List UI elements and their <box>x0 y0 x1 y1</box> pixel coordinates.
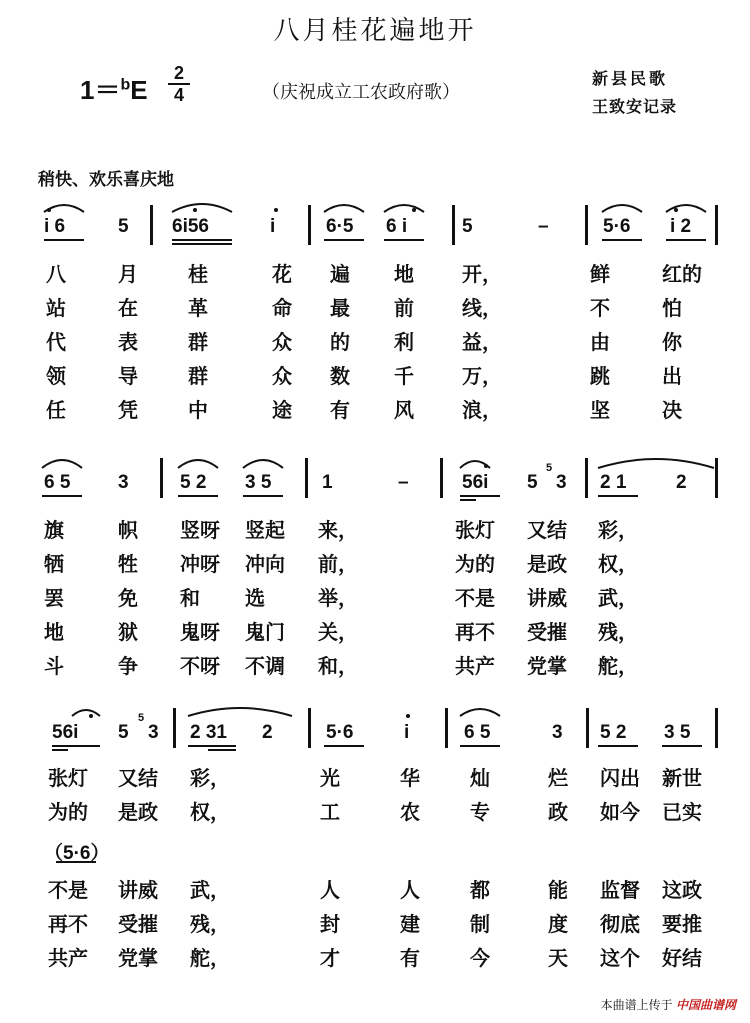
lyric-syllable: 在 <box>118 296 138 320</box>
lyric-syllable: 前 <box>394 296 414 320</box>
lyric-syllable: 来， <box>318 518 358 542</box>
lyric-syllable: 制 <box>470 912 490 936</box>
lyric-syllable: 举， <box>318 586 358 610</box>
lyric-syllable: 跳 <box>590 364 610 388</box>
lyric-syllable: 不调 <box>245 654 285 678</box>
lyric-syllable: 都 <box>470 878 490 902</box>
lyric-syllable: 最 <box>330 296 350 320</box>
lyric-syllable: 命 <box>272 296 292 320</box>
lyric-syllable: 关， <box>318 620 358 644</box>
lyric-syllable: 舵， <box>598 654 638 678</box>
lyric-syllable: 任 <box>46 398 66 422</box>
lyric-syllable: 桂 <box>188 262 208 286</box>
time-top: 2 <box>173 63 184 83</box>
tempo-marking: 稍快、欢乐喜庆地 <box>38 170 174 190</box>
note-group: 2 31 <box>190 722 227 743</box>
lyric-syllable: 狱 <box>118 620 138 644</box>
lyric-syllable: 度 <box>548 912 568 936</box>
lyric-syllable: 已实 <box>662 800 702 824</box>
lyric-syllable: 新世 <box>662 766 702 790</box>
lyric-syllable: 华 <box>400 766 420 790</box>
lyric-syllable: 数 <box>330 364 350 388</box>
note-group: 5·6 <box>603 216 631 237</box>
lyric-syllable: 革 <box>188 296 208 320</box>
lyric-syllable: 受摧 <box>527 620 567 644</box>
note-group: i 2 <box>670 216 692 237</box>
lyric-syllable: 八 <box>46 262 66 286</box>
lyric-syllable: 千 <box>394 364 414 388</box>
lyric-syllable: 众 <box>272 364 292 388</box>
lyric-syllable: 这政 <box>662 878 702 902</box>
lyric-syllable: 利 <box>394 330 414 354</box>
lyric-syllable: 监督 <box>600 878 640 902</box>
lyric-syllable: 导 <box>118 364 138 388</box>
lyric-syllable: 为的 <box>455 552 495 576</box>
lyric-syllable: 群 <box>188 330 208 354</box>
lyric-syllable: 领 <box>46 364 66 388</box>
note-group: 6i56 <box>172 216 209 237</box>
lyric-syllable: 农 <box>400 800 420 824</box>
lyric-syllable: 能 <box>548 878 568 902</box>
grace-note: 5 <box>546 462 553 474</box>
lyric-syllable: 灿 <box>470 766 490 790</box>
key-note: E <box>130 75 148 105</box>
lyric-syllable: 权， <box>190 800 230 824</box>
note-group: 6 5 <box>464 722 491 743</box>
grace-note: 5 <box>138 712 145 724</box>
lyric-syllable: 再不 <box>455 620 495 644</box>
lyric-syllable: 共产 <box>48 946 88 970</box>
lyric-syllable: 浪， <box>462 398 502 422</box>
subtitle: （庆祝成立工农政府歌） <box>262 82 460 103</box>
lyric-syllable: 凭 <box>118 398 138 422</box>
lyric-syllable: 有 <box>330 398 350 422</box>
lyric-syllable: 选 <box>245 586 265 610</box>
lyric-syllable: 彩， <box>598 518 638 542</box>
flat-sign: b <box>120 76 131 94</box>
lyric-syllable: 今 <box>470 946 490 970</box>
lyric-syllable: 党掌 <box>527 654 567 678</box>
note-group: i 6 <box>44 216 66 237</box>
lyric-syllable: 烂 <box>548 766 568 790</box>
attribution-transcriber: 王致安记录 <box>592 97 678 116</box>
lyric-syllable: 决 <box>662 398 682 422</box>
note-group: 5 <box>118 722 129 743</box>
note-group: 5 2 <box>600 722 627 743</box>
lyric-syllable: 又结 <box>118 766 158 790</box>
lyric-syllable: 花 <box>272 262 292 286</box>
lyric-syllable: 红的 <box>662 262 702 286</box>
lyric-syllable: 如今 <box>600 800 640 824</box>
lyric-syllable: 共产 <box>455 654 495 678</box>
note-group: 3 <box>118 472 129 493</box>
lyric-syllable: 途 <box>272 398 292 422</box>
note-group: 3 5 <box>245 472 272 493</box>
lyric-syllable: 有 <box>400 946 420 970</box>
lyric-syllable: 再不 <box>48 912 88 936</box>
lyric-syllable: 代 <box>46 330 66 354</box>
lyric-syllable: 鬼门 <box>245 620 285 644</box>
lyric-syllable: 受摧 <box>118 912 158 936</box>
lyric-syllable: 讲威 <box>527 586 567 610</box>
time-bottom: 4 <box>173 85 184 105</box>
lyric-syllable: 争 <box>118 654 138 678</box>
lyric-syllable: 人 <box>320 878 340 902</box>
note-group: 5 <box>462 216 473 237</box>
lyric-syllable: 天 <box>548 946 568 970</box>
lyric-syllable: 中 <box>188 398 208 422</box>
lyric-syllable: 又结 <box>527 518 567 542</box>
lyric-syllable: 这个 <box>600 946 640 970</box>
lyric-syllable: 人 <box>400 878 420 902</box>
song-title: 八月桂花遍地开 <box>273 16 477 46</box>
lyric-syllable: 旗 <box>44 518 64 542</box>
lyric-syllable: 群 <box>188 364 208 388</box>
lyric-syllable: 和， <box>318 654 358 678</box>
lyric-syllable: 牲 <box>118 552 138 576</box>
lyric-syllable: 权， <box>598 552 638 576</box>
lyric-syllable: 益， <box>462 330 502 354</box>
lyric-syllable: 工 <box>320 800 340 824</box>
lyric-syllable: 讲威 <box>118 878 158 902</box>
note-group: 6·5 <box>326 216 354 237</box>
lyric-syllable: 武， <box>190 878 230 902</box>
lyric-syllable: 不 <box>590 296 610 320</box>
attribution-origin: 新县民歌 <box>592 69 669 88</box>
lyric-syllable: 站 <box>46 296 66 320</box>
lyric-syllable: 好结 <box>662 946 702 970</box>
lyric-syllable: 彻底 <box>600 912 640 936</box>
lyric-syllable: 是政 <box>118 800 158 824</box>
lyric-syllable: 鲜 <box>590 262 610 286</box>
note-group: 3 <box>552 722 563 743</box>
lyric-syllable: 线， <box>462 296 502 320</box>
lyric-syllable: 表 <box>118 330 138 354</box>
lyric-syllable: 和 <box>180 586 200 610</box>
lyric-syllable: 罢 <box>44 586 64 610</box>
note-group: 2 1 <box>600 472 627 493</box>
lyric-syllable: 彩， <box>190 766 230 790</box>
alternate-notes: （5·6） <box>44 843 110 864</box>
lyric-syllable: 地 <box>394 262 414 286</box>
lyric-syllable: 闪出 <box>600 766 640 790</box>
note-group: 2 <box>262 722 273 743</box>
lyric-syllable: 冲呀 <box>180 552 220 576</box>
note-group: 3 <box>556 472 567 493</box>
lyric-syllable: 鬼呀 <box>180 620 220 644</box>
lyric-syllable: 政 <box>548 800 568 824</box>
footer-text: 本曲谱上传于 <box>600 998 673 1012</box>
lyric-syllable: 出 <box>662 364 682 388</box>
lyric-syllable: 冲向 <box>245 552 285 576</box>
lyric-syllable: 要推 <box>662 912 702 936</box>
note-group: 56i <box>52 722 79 743</box>
lyric-syllable: 不呀 <box>180 654 220 678</box>
lyric-syllable: 舵， <box>190 946 230 970</box>
lyric-syllable: 专 <box>470 800 490 824</box>
lyric-syllable: 党掌 <box>118 946 158 970</box>
lyric-syllable: 的 <box>330 330 350 354</box>
lyric-syllable: 你 <box>662 330 682 354</box>
lyric-syllable: 坚 <box>590 398 610 422</box>
lyric-syllable: 斗 <box>44 654 64 678</box>
key-prefix: 1＝ <box>80 75 121 105</box>
lyric-syllable: 由 <box>590 330 610 354</box>
lyric-syllable: 是政 <box>527 552 567 576</box>
note-group: 5 <box>118 216 129 237</box>
lyric-syllable: 建 <box>400 912 420 936</box>
lyric-syllable: 为的 <box>48 800 88 824</box>
lyric-syllable: 不是 <box>455 586 495 610</box>
lyric-syllable: 遍 <box>330 262 350 286</box>
note-group: 3 <box>148 722 159 743</box>
lyric-syllable: 地 <box>44 620 64 644</box>
note-group: i <box>404 722 410 743</box>
note-group: 5 2 <box>180 472 207 493</box>
lyric-syllable: 竖呀 <box>180 518 220 542</box>
note-group: i <box>270 216 276 237</box>
note-group: 6 5 <box>44 472 71 493</box>
lyric-syllable: 风 <box>394 398 414 422</box>
lyric-syllable: 武， <box>598 586 638 610</box>
lyric-syllable: 封 <box>320 912 340 936</box>
note-group: 1 <box>322 472 333 493</box>
lyric-syllable: 月 <box>118 262 138 286</box>
lyric-syllable: 开， <box>462 262 502 286</box>
lyric-syllable: 免 <box>118 586 138 610</box>
lyric-syllable: 残， <box>598 620 638 644</box>
lyric-syllable: 张灯 <box>455 518 495 542</box>
note-group: 5·6 <box>326 722 354 743</box>
lyric-syllable: 不是 <box>48 878 88 902</box>
note-group: 6 i <box>386 216 408 237</box>
lyric-syllable: 光 <box>320 766 340 790</box>
footer <box>601 996 736 1013</box>
note-group: – <box>398 472 409 493</box>
lyric-syllable: 张灯 <box>48 766 88 790</box>
lyric-syllable: 万， <box>462 364 502 388</box>
note-group: 2 <box>676 472 687 493</box>
site-logo: 中国曲谱网 <box>675 998 736 1012</box>
lyric-syllable: 怕 <box>662 296 682 320</box>
note-group: 56i <box>462 472 489 493</box>
lyric-syllable: 帜 <box>118 518 138 542</box>
lyric-syllable: 残， <box>190 912 230 936</box>
note-group: 5 <box>527 472 538 493</box>
lyric-syllable: 牺 <box>44 552 64 576</box>
lyric-syllable: 竖起 <box>245 518 285 542</box>
note-group: – <box>538 216 549 237</box>
lyric-syllable: 前， <box>318 552 358 576</box>
lyric-syllable: 才 <box>320 946 340 970</box>
lyric-syllable: 众 <box>272 330 292 354</box>
note-group: 3 5 <box>664 722 691 743</box>
